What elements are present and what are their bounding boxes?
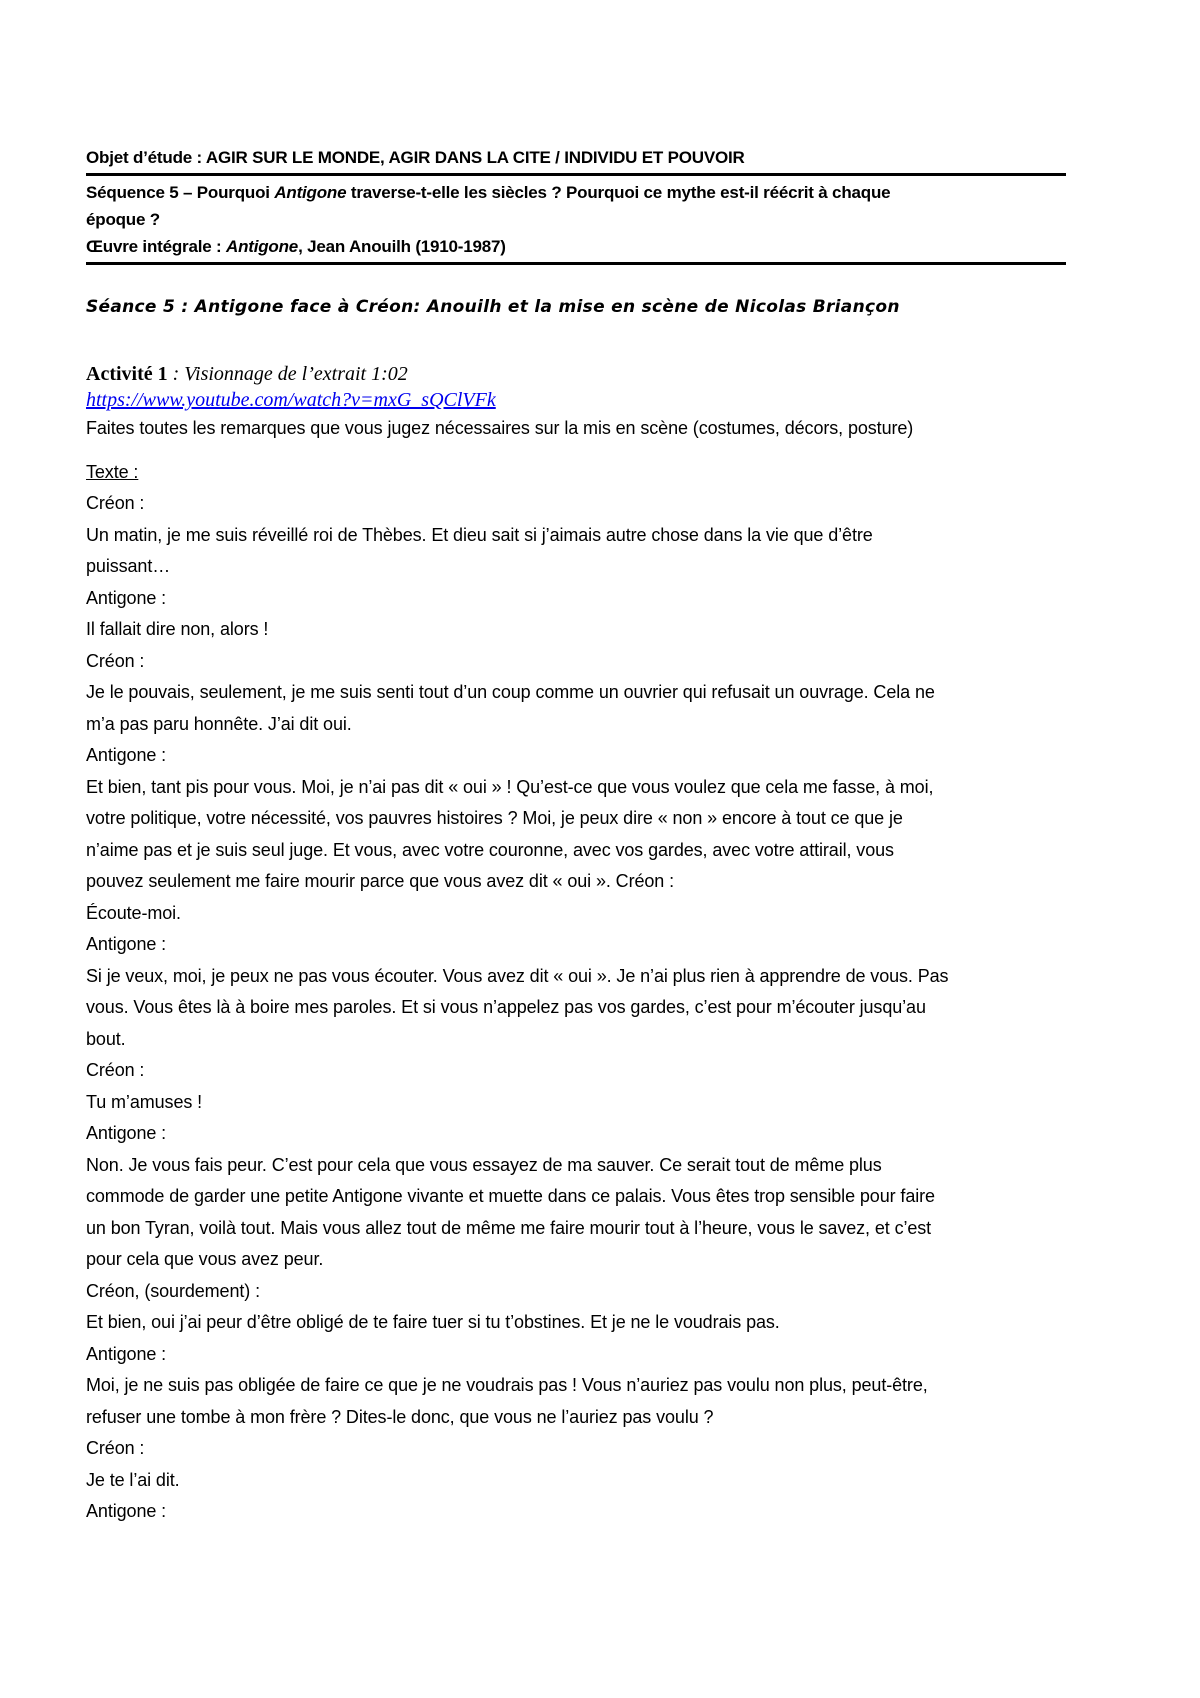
sequence-text-a: Séquence 5 – Pourquoi — [86, 183, 275, 202]
dialogue-line: pour cela que vous avez peur. — [86, 1249, 324, 1269]
activity-instruction: Faites toutes les remarques que vous jugez nécessaires sur la mis en scène (costumes, décors, posture) — [86, 418, 914, 438]
dialogue-line: votre politique, votre nécessité, vos pauvres histoires ? Moi, je peux dire « non » encore à tout ce que je — [86, 808, 903, 828]
dialogue-line: Créon : — [86, 1438, 145, 1458]
dialogue-line: commode de garder une petite Antigone vivante et muette dans ce palais. Vous êtes trop sensible pour faire — [86, 1186, 935, 1206]
sequence-line — [86, 179, 1066, 206]
dialogue-line: Antigone : — [86, 587, 167, 608]
dialogue-line: Si je veux, moi, je peux ne pas vous écouter. Vous avez dit « oui ». Je n’ai plus rien à apprendre de vous. Pas — [86, 965, 949, 986]
oeuvre-title-italic: Antigone — [226, 237, 299, 256]
oeuvre-line — [86, 233, 1066, 260]
dialogue-line: Créon : — [86, 650, 145, 671]
dialogue-line: Antigone : — [86, 1123, 167, 1143]
dialogue-line: n’aime pas et je suis seul juge. Et vous, avec votre couronne, avec vos gardes, avec votre attirail, vous — [86, 839, 894, 860]
activity-heading — [86, 361, 1066, 387]
oeuvre-text-a: Œuvre intégrale : — [86, 237, 226, 256]
objet-etude: Objet d’étude : AGIR SUR LE MONDE, AGIR DANS LA CITE / INDIVIDU ET POUVOIR — [86, 148, 745, 167]
dialogue-text — [86, 488, 1066, 1528]
document-content — [86, 144, 1066, 1528]
text-title: Texte : — [86, 461, 139, 482]
dialogue-line: Antigone : — [86, 745, 167, 765]
dialogue-line: Antigone : — [86, 1343, 167, 1364]
dialogue-line: vous. Vous êtes là à boire mes paroles. Et si vous n’appelez pas vos gardes, c’est pour m’écouter jusqu’au — [86, 997, 926, 1017]
dialogue-line: bout. — [86, 1028, 126, 1049]
dialogue-line: Antigone : — [86, 934, 167, 954]
dialogue-line: m’a pas paru honnête. J’ai dit oui. — [86, 713, 352, 734]
dialogue-line: Créon : — [86, 1060, 145, 1080]
dialogue-line: Créon : — [86, 493, 145, 513]
dialogue-line: Il fallait dire non, alors ! — [86, 619, 269, 639]
dialogue-line: pouvez seulement me faire mourir parce que vous avez dit « oui ». Créon : — [86, 871, 675, 891]
dialogue-line: Antigone : — [86, 1501, 167, 1521]
dialogue-line: Un matin, je me suis réveillé roi de Thèbes. Et dieu sait si j’aimais autre chose dans la vie que d’être — [86, 524, 873, 545]
dialogue-line: refuser une tombe à mon frère ? Dites-le donc, que vous ne l’auriez pas voulu ? — [86, 1406, 714, 1427]
video-link[interactable]: https://www.youtube.com/watch?v=mxG_sQClVFk — [86, 389, 496, 411]
dialogue-line: puissant… — [86, 556, 171, 576]
dialogue-line: Et bien, oui j’ai peur d’être obligé de te faire tuer si tu t’obstines. Et je ne le voudrais pas. — [86, 1312, 780, 1332]
dialogue-line: Écoute-moi. — [86, 902, 181, 923]
sequence-title-italic: Antigone — [274, 183, 347, 202]
seance-title: Séance 5 : Antigone face à Créon: Anouilh et la mise en scène de Nicolas Briançon — [86, 297, 900, 317]
activity-description: : Visionnage de l’extrait 1:02 — [167, 363, 408, 385]
dialogue-line: Et bien, tant pis pour vous. Moi, je n’ai pas dit « oui » ! Qu’est-ce que vous voulez que cela me fasse, à moi, — [86, 776, 934, 797]
dialogue-line: un bon Tyran, voilà tout. Mais vous allez tout de même me faire mourir tout à l’heure, vous le savez, et c’est — [86, 1217, 932, 1238]
activity-label: Activité 1 — [86, 363, 168, 385]
dialogue-line: Moi, je ne suis pas obligée de faire ce que je ne voudrais pas ! Vous n’auriez pas voulu non plus, peut-être, — [86, 1375, 928, 1395]
sequence-line-2: époque ? — [86, 210, 160, 229]
header-rule-top — [86, 173, 1066, 176]
sequence-text-b: traverse-t-elle les siècles ? Pourquoi ce mythe est-il réécrit à chaque — [346, 183, 891, 202]
oeuvre-text-b: , Jean Anouilh (1910-1987) — [298, 237, 506, 256]
header-rule-bottom — [86, 262, 1066, 265]
dialogue-line: Créon, (sourdement) : — [86, 1280, 260, 1301]
dialogue-line: Je te l’ai dit. — [86, 1469, 180, 1490]
dialogue-line: Je le pouvais, seulement, je me suis senti tout d’un coup comme un ouvrier qui refusait un ouvrage. Cela ne — [86, 682, 935, 702]
dialogue-line: Tu m’amuses ! — [86, 1091, 203, 1112]
dialogue-line: Non. Je vous fais peur. C’est pour cela que vous essayez de ma sauver. Ce serait tout de même plus — [86, 1154, 882, 1175]
